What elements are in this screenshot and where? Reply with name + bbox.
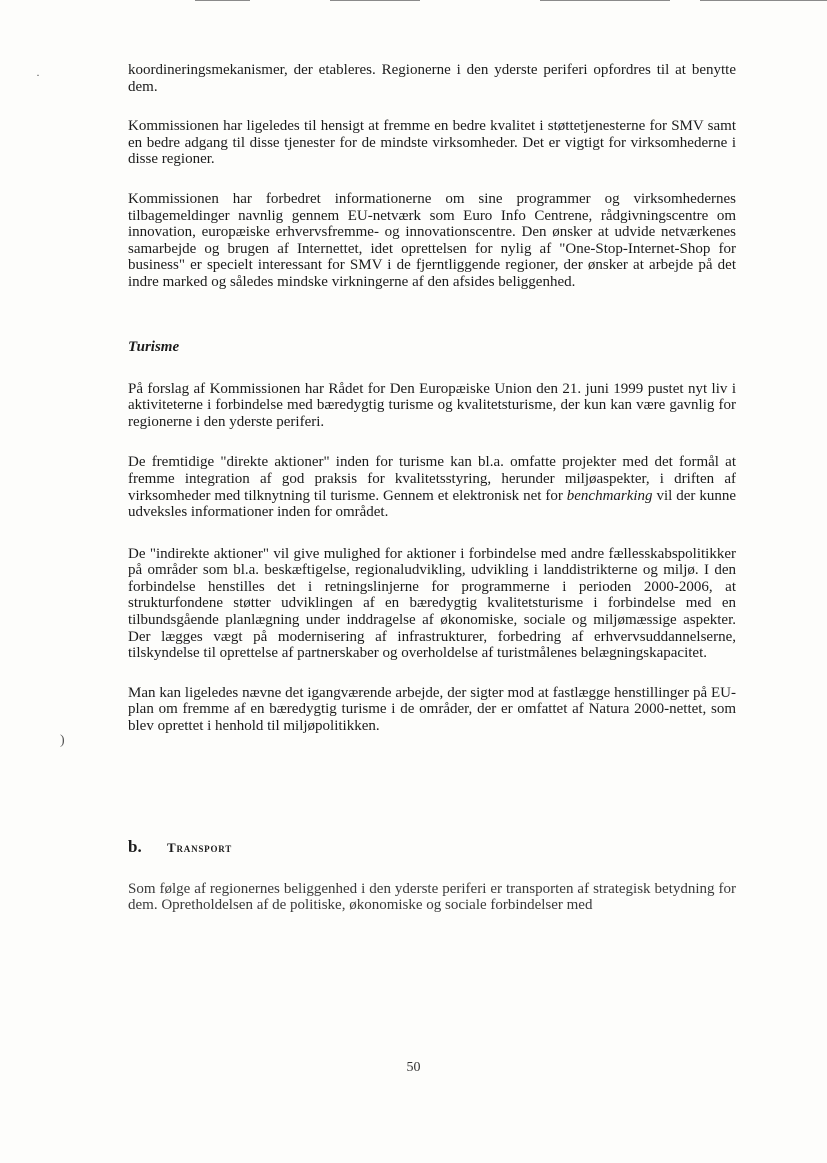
scan-edge-line [540,0,670,1]
paragraph-turisme-2 [128,454,736,520]
margin-dot: · [36,68,40,82]
paragraph-text: De fremtidige "direkte aktioner" inden for turisme kan bl.a. omfatte projekter med det formål at fremme integration af god praksis for kvalitetsstyring, herunder miljøaspekter, i driften af virksomheder med tilknytning til turisme. Gennem et elektronisk net for [128,454,736,504]
paragraph-stottetjenester: Kommissionen har ligeledes til hensigt at fremme en bedre kvalitet i støttetjenesterne for SMV samt en bedre adgang til disse tjenester for de mindste virksomheder. Det er vigtigt for virksomhederne i disse regioner. [128,118,736,168]
section-heading-transport [128,837,736,857]
scan-edge-line [330,0,420,1]
margin-bracket: ) [60,733,65,748]
section-title: Transport [167,839,233,855]
paragraph-turisme-3: De "indirekte aktioner" vil give mulighed for aktioner i forbindelse med andre fællesskabspolitikker på områder som bl.a. beskæftigelse, regionaludvikling, udvikling i landdistrikterne og miljø. I den forbindelse henstilles det i retningslinjerne for programmerne i perioden 2000-2006, at strukturfondene støtter udviklingen af en bæredygtig kvalitetsturisme i forbindelse med en tilbundsgående planlægning under inddragelse af økonomiske, sociale og miljømæssige aspekter. Der lægges vægt på modernisering af infrastrukturer, forbedring af erhvervsuddannelserne, tilskyndelse til oprettelse af partnerskaber og overholdelse af turistmålenes belægningskapacitet. [128,545,736,662]
section-letter: b. [128,836,142,856]
paragraph-koordinering: koordineringsmekanismer, der etableres. Regionerne i den yderste periferi opfordres til at benytte dem. [128,62,736,95]
paragraph-turisme-1: På forslag af Kommissionen har Rådet for Den Europæiske Union den 21. juni 1999 pustet nyt liv i aktiviteterne i forbindelse med bæredygtig turisme og kvalitetsturisme, der kun kan være gavnlig for regionerne i den yderste periferi. [128,380,736,430]
scan-edge-line [700,0,827,1]
page-content [128,60,736,914]
paragraph-transport-1: Som følge af regionernes beliggenhed i den yderste periferi er transporten af strategisk betydning for dem. Opretholdelsen af de politiske, økonomiske og sociale forbindelser med [128,880,736,914]
paragraph-turisme-4: Man kan ligeledes nævne det igangværende arbejde, der sigter mod at fastlægge henstillinger på EU-plan om fremme af en bæredygtig turisme i de områder, der er omfattet af Natura 2000-nettet, som blev oprettet i henhold til miljøpolitikken. [128,684,736,735]
paragraph-text: vil der kunne udveksles informationer inden for området. [128,487,736,521]
scan-edge-line [195,0,250,1]
italic-term: benchmarking [566,487,653,504]
page-number: 50 [406,1060,421,1075]
section-heading-turisme: Turisme [128,338,180,355]
paragraph-informationer: Kommissionen har forbedret informationerne om sine programmer og virksomhedernes tilbagemeldinger navnlig gennem EU-netværk som Euro Info Centrene, rådgivningscentre om innovation, europæiske erhvervsfremme- og innovationscentre. Den ønsker at udvide netværkenes samarbejde og brugen af Internettet, idet oprettelsen for nylig af "One-Stop-Internet-Shop for business" er specielt interessant for SMV i de fjerntliggende regioner, der ønsker at arbejde på det indre marked og således mindske virkningerne af den afsides beliggenhed. [128,190,736,290]
